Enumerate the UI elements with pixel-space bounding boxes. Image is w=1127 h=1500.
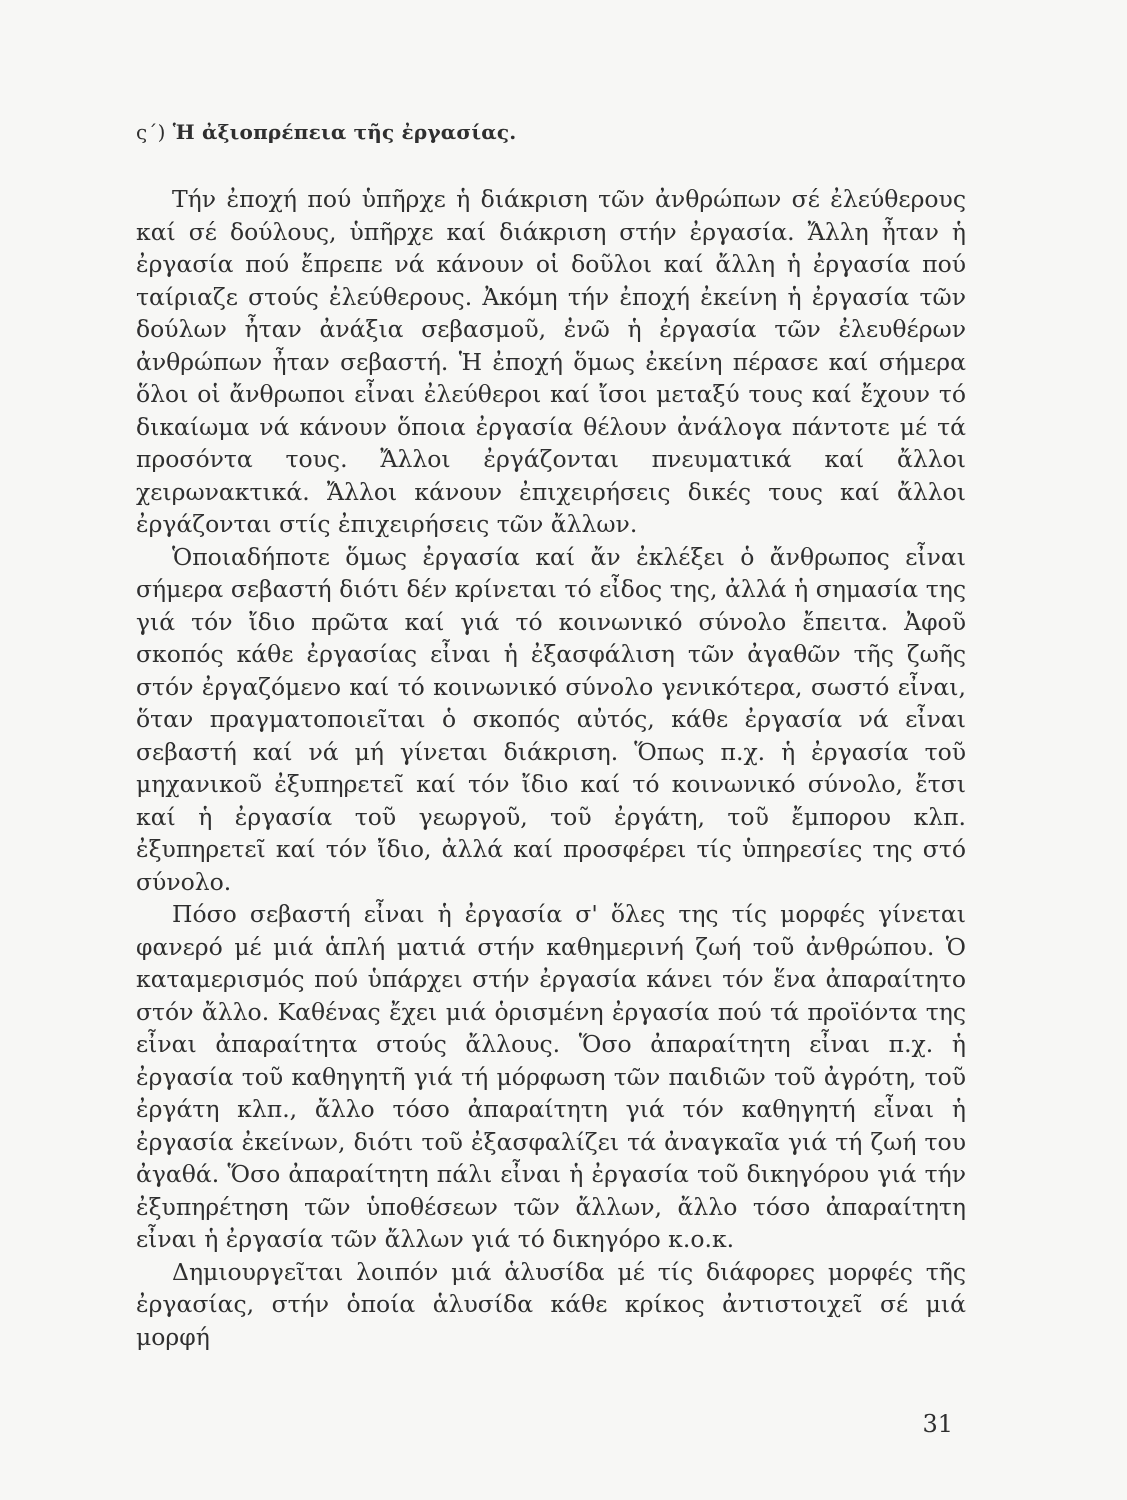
section-heading xyxy=(136,118,516,146)
section-marker: ς΄) xyxy=(136,120,166,144)
paragraph: Ὁποιαδήποτε ὅμως ἐργασία καί ἄν ἐκλέξει ὁ ἄνθρωπος εἶναι σήμερα σεβαστή διότι δέν κρίνεται τό εἶδος της, ἀλλά ἡ σημασία της γιά τόν ἴδιο πρῶτα καί γιά τό κοινωνικό σύνολο ἔπειτα. Ἀφοῦ σκοπός κάθε ἐργασίας εἶναι ἡ ἐξασφάλιση τῶν ἀγαθῶν τῆς ζωῆς στόν ἐργαζόμενο καί τό κοινωνικό σύνολο γενικότερα, σωστό εἶναι, ὅταν πραγματοποιεῖται ὁ σκοπός αὐτός, κάθε ἐργασία νά εἶναι σεβαστή καί νά μή γίνεται διάκριση. Ὅπως π.χ. ἡ ἐργασία τοῦ μηχανικοῦ ἐξυπηρετεῖ καί τόν ἴδιο καί τό κοινωνικό σύνολο, ἔτσι καί ἡ ἐργασία τοῦ γεωργοῦ, τοῦ ἐργάτη, τοῦ ἔμπορου κλπ. ἐξυπηρετεῖ καί τόν ἴδιο, ἀλλά καί προσφέρει τίς ὑπηρεσίες της στό σύνολο. xyxy=(136,542,966,896)
section-title: Ἡ ἀξιοπρέπεια τῆς ἐργασίας. xyxy=(172,120,517,144)
paragraph: Πόσο σεβαστή εἶναι ἡ ἐργασία σ' ὅλες της τίς μορφές γίνεται φανερό μέ μιά ἁπλή ματιά στήν καθημερινή ζωή τοῦ ἀνθρώπου. Ὁ καταμερισμός πού ὑπάρχει στήν ἐργασία κάνει τόν ἕνα ἀπαραίτητο στόν ἄλλο. Καθένας ἔχει μιά ὁρισμένη ἐργασία πού τά προϊόντα της εἶναι ἀπαραίτητα στούς ἄλλους. Ὅσο ἀπαραίτητη εἶναι π.χ. ἡ ἐργασία τοῦ καθηγητῆ γιά τή μόρφωση τῶν παιδιῶν τοῦ ἀγρότη, τοῦ ἐργάτη κλπ., ἄλλο τόσο ἀπαραίτητη γιά τόν καθηγητή εἶναι ἡ ἐργασία ἐκείνων, διότι τοῦ ἐξασφαλίζει τά ἀναγκαῖα γιά τή ζωή του ἀγαθά. Ὅσο ἀπαραίτητη πάλι εἶναι ἡ ἐργασία τοῦ δικηγόρου γιά τήν ἐξυπηρέτηση τῶν ὑποθέσεων τῶν ἄλλων, ἄλλο τόσο ἀπαραίτητη εἶναι ἡ ἐργασία τῶν ἄλλων γιά τό δικηγόρο κ.ο.κ. xyxy=(136,900,966,1253)
page-number: 31 xyxy=(922,1410,953,1438)
body-text xyxy=(136,183,966,1353)
paragraph: Δημιουργεῖται λοιπόν μιά ἁλυσίδα μέ τίς διάφορες μορφές τῆς ἐργασίας, στήν ὁποία ἁλυσίδα κάθε κρίκος ἀντιστοιχεῖ σέ μιά μορφή xyxy=(136,1257,966,1351)
paragraph: Τήν ἐποχή πού ὑπῆρχε ἡ διάκριση τῶν ἀνθρώπων σέ ἐλεύθερους καί σέ δούλους, ὑπῆρχε καί διάκριση στήν ἐργασία. Ἄλλη ἦταν ἡ ἐργασία πού ἔπρεπε νά κάνουν οἱ δοῦλοι καί ἄλλη ἡ ἐργασία πού ταίριαζε στούς ἐλεύθερους. Ἀκόμη τήν ἐποχή ἐκείνη ἡ ἐργασία τῶν δούλων ἦταν ἀνάξια σεβασμοῦ, ἐνῶ ἡ ἐργασία τῶν ἐλευθέρων ἀνθρώπων ἦταν σεβαστή. Ἡ ἐποχή ὅμως ἐκείνη πέρασε καί σήμερα ὅλοι οἱ ἄνθρωποι εἶναι ἐλεύθεροι καί ἴσοι μεταξύ τους καί ἔχουν τό δικαίωμα νά κάνουν ὅποια ἐργασία θέλουν ἀνάλογα πάντοτε μέ τά προσόντα τους. Ἄλλοι ἐργάζονται πνευματικά καί ἄλλοι χειρωνακτικά. Ἄλλοι κάνουν ἐπιχειρήσεις δικές τους καί ἄλλοι ἐργάζονται στίς ἐπιχειρήσεις τῶν ἄλλων. xyxy=(136,185,966,538)
